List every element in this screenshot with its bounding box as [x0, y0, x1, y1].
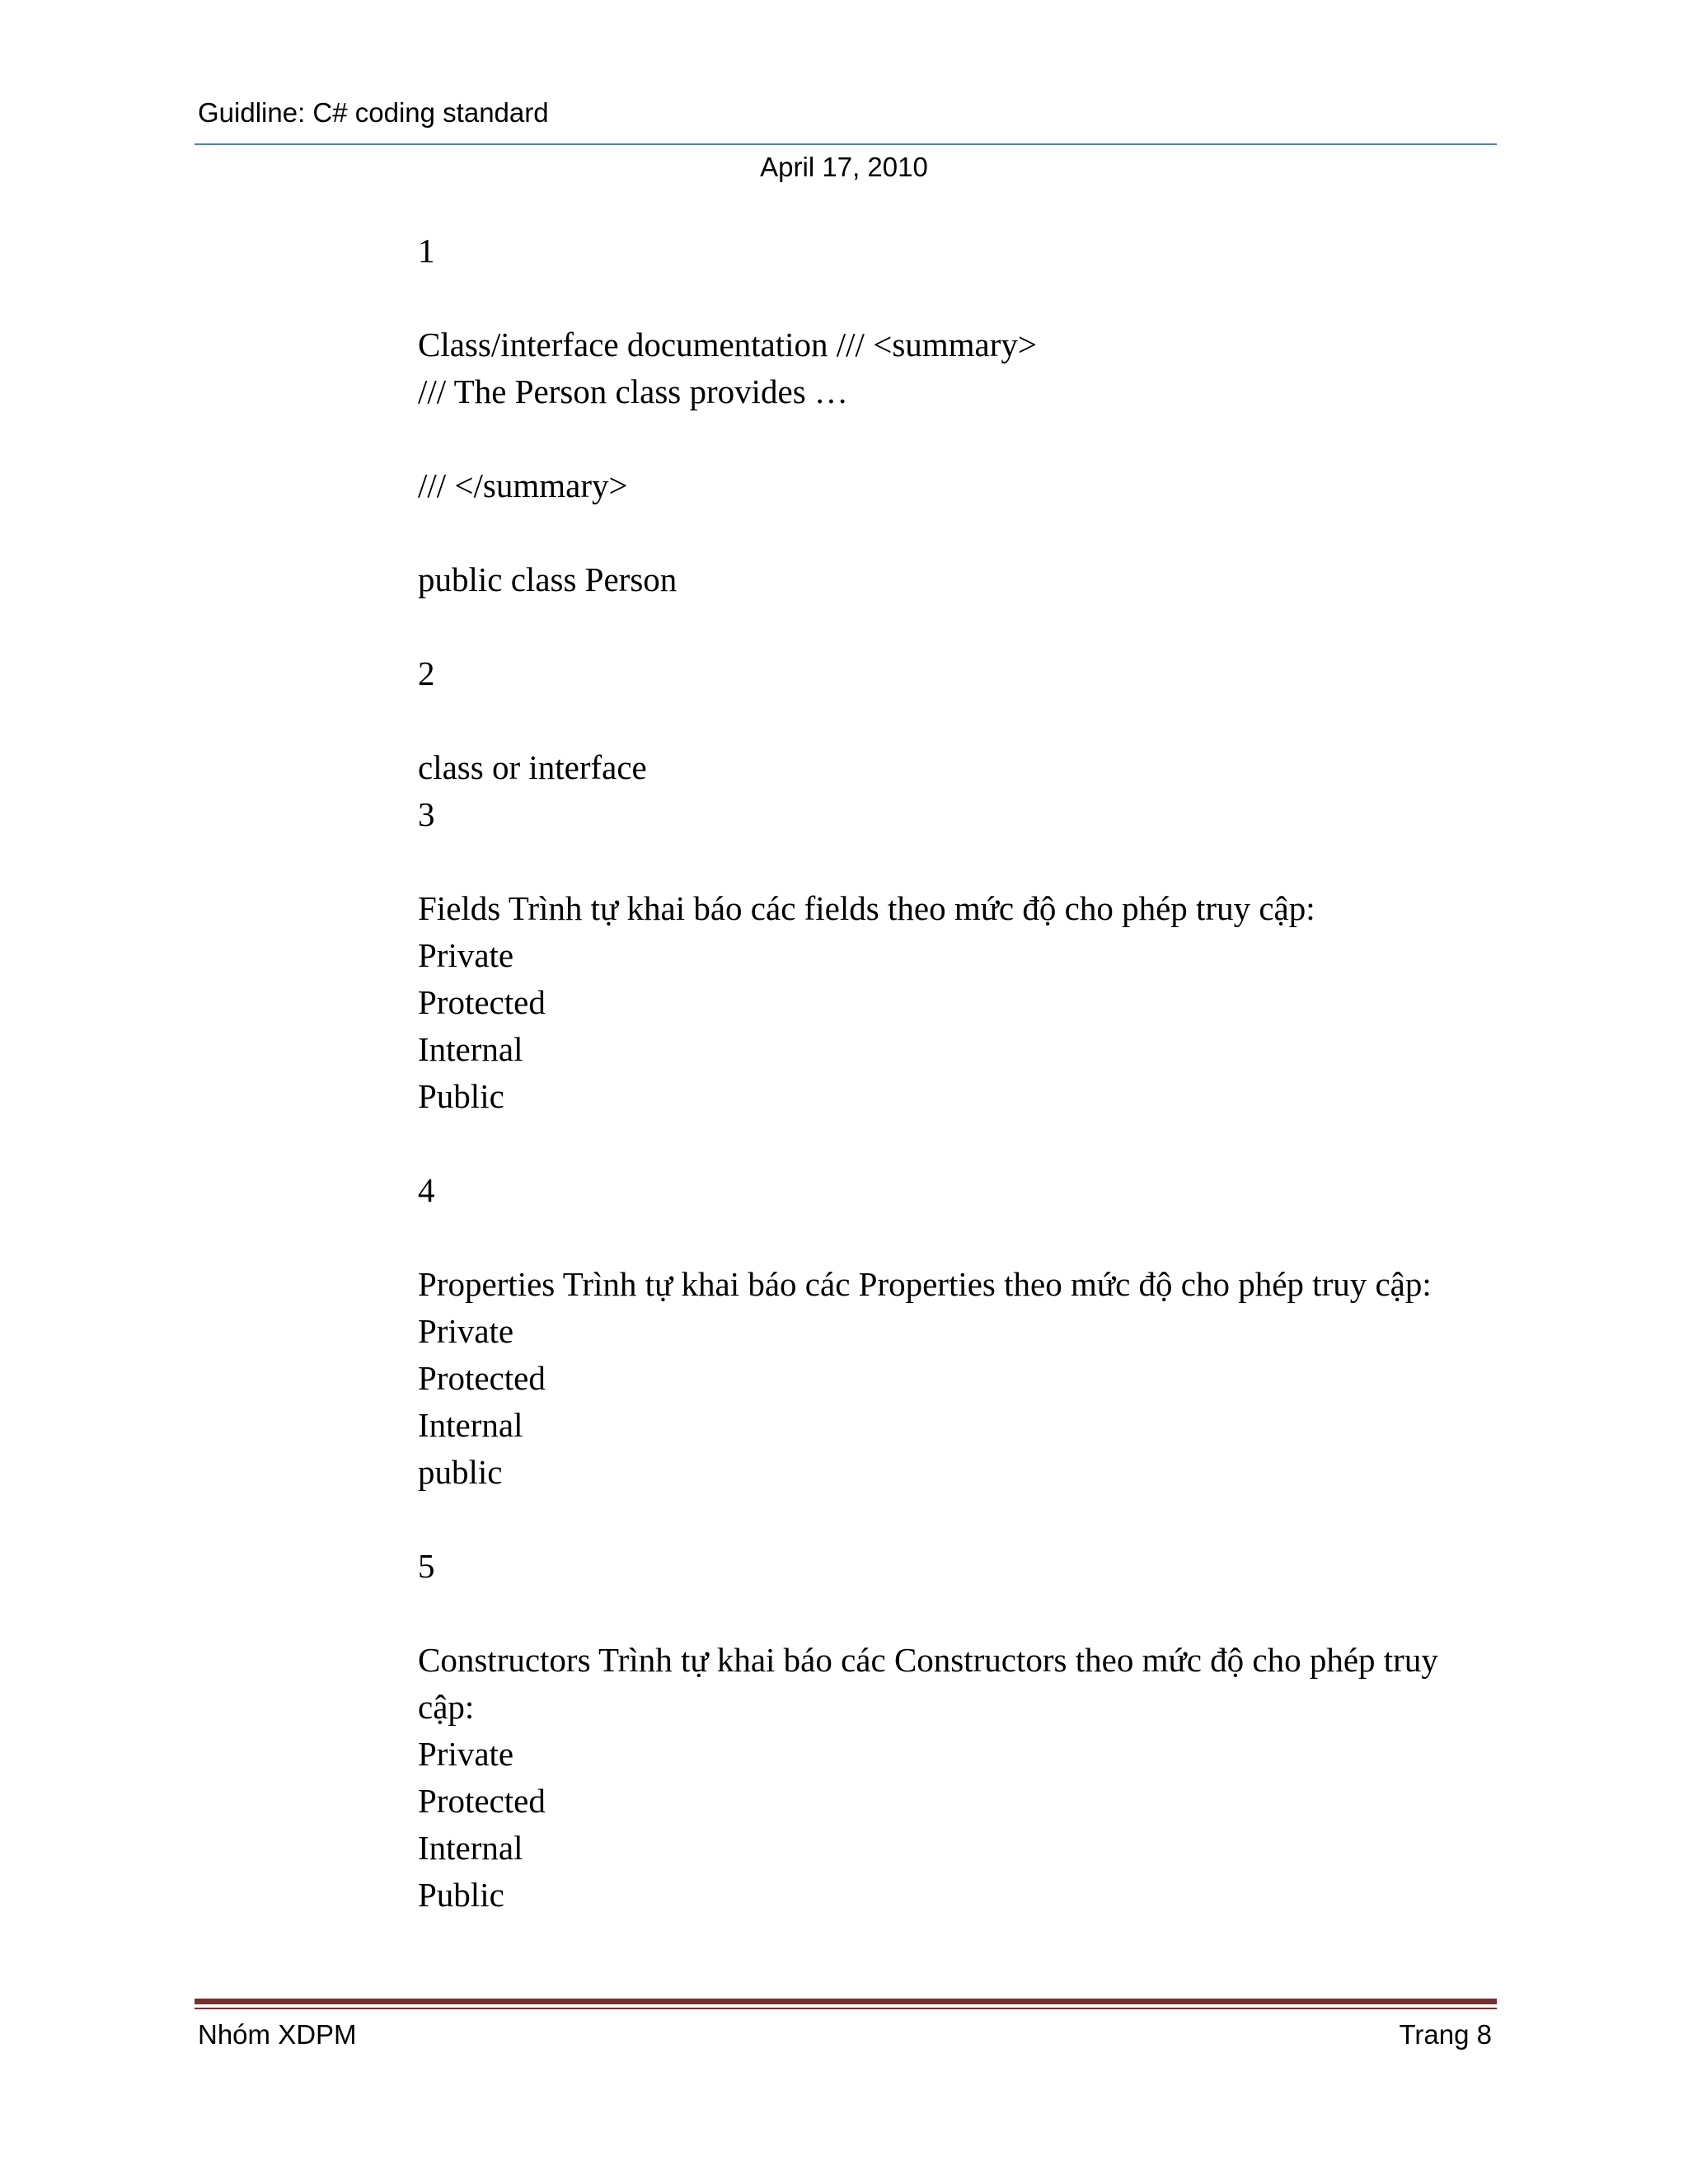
body-line — [418, 274, 1465, 321]
body-line — [418, 603, 1465, 650]
header-title: Guidline: C# coding standard — [198, 97, 549, 128]
body-line: Protected — [418, 1359, 546, 1397]
body-line: 5 — [418, 1547, 435, 1585]
body-line: Public — [418, 1077, 504, 1115]
footer-group-name: Nhóm XDPM — [198, 2019, 357, 2050]
body-line: 3 — [418, 795, 435, 833]
body-line — [418, 1214, 1465, 1261]
body-line: Properties Trình tự khai báo các Properties theo mức độ cho phép truy cập: — [418, 1265, 1432, 1303]
body-line — [418, 697, 1465, 744]
footer-rule-thin — [195, 2008, 1497, 2009]
body-line: Protected — [418, 983, 546, 1021]
body-line: Public — [418, 1876, 504, 1914]
body-line: 1 — [418, 232, 435, 269]
header-date: April 17, 2010 — [760, 152, 928, 182]
body-line — [418, 1496, 1465, 1543]
body-line: Fields Trình tự khai báo các fields theo mức độ cho phép truy cập: — [418, 889, 1315, 927]
body-line — [418, 1590, 1465, 1637]
body-line: 4 — [418, 1171, 435, 1209]
body-line: Internal — [418, 1406, 523, 1444]
body-line: Protected — [418, 1782, 546, 1820]
body-line: /// </summary> — [418, 466, 628, 504]
body-line: class or interface — [418, 748, 647, 786]
body-line: Internal — [418, 1030, 523, 1068]
body-line: Private — [418, 1312, 514, 1350]
body-line — [418, 838, 1465, 885]
body-line: Class/interface documentation /// <summary> — [418, 326, 1038, 363]
footer-rule — [195, 1999, 1497, 2004]
body-line: Constructors Trình tự khai báo các Constructors theo mức độ cho phép truy cập: — [418, 1641, 1438, 1726]
body-line — [418, 509, 1465, 556]
body-line: Private — [418, 1735, 514, 1773]
body-line: Private — [418, 936, 514, 974]
body-line — [418, 1120, 1465, 1167]
body-line: public — [418, 1453, 503, 1491]
header-rule — [195, 143, 1497, 145]
body-line: Internal — [418, 1829, 523, 1867]
body-line — [418, 415, 1465, 462]
footer-page-number: Trang 8 — [1399, 2019, 1492, 2050]
body-line: 2 — [418, 654, 435, 692]
page-body — [418, 227, 1465, 1919]
body-line: public class Person — [418, 560, 678, 598]
body-line: /// The Person class provides … — [418, 373, 848, 410]
